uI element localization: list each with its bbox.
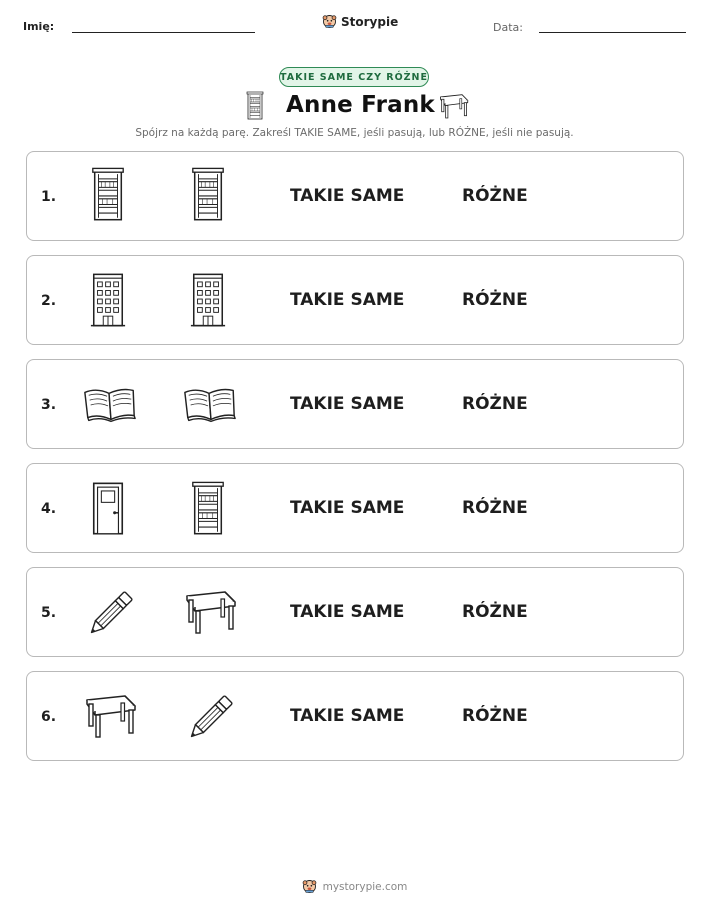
option-same[interactable]: TAKIE SAME — [290, 602, 405, 622]
building-icon — [189, 270, 227, 330]
pencil-icon — [182, 690, 238, 746]
name-label: Imię: — [23, 20, 55, 33]
date-label: Data: — [493, 21, 523, 34]
exercise-row-4 — [26, 463, 684, 553]
worksheet-type-badge: TAKIE SAME CZY RÓŻNE — [279, 67, 429, 87]
exercise-row-6 — [26, 671, 684, 761]
option-same[interactable]: TAKIE SAME — [290, 498, 405, 518]
option-different[interactable]: RÓŻNE — [462, 706, 528, 726]
table-icon — [79, 690, 139, 740]
brand-logo — [322, 14, 398, 29]
book-icon — [181, 384, 239, 424]
name-field[interactable] — [72, 32, 255, 33]
exercise-row-1 — [26, 151, 684, 241]
row-number: 4. — [41, 501, 57, 517]
option-same[interactable]: TAKIE SAME — [290, 290, 405, 310]
building-icon — [89, 270, 127, 330]
page-title: Anne Frank — [286, 92, 435, 118]
bookshelf-icon — [89, 166, 127, 224]
row-number: 6. — [41, 709, 57, 725]
option-same[interactable]: TAKIE SAME — [290, 706, 405, 726]
exercise-row-2 — [26, 255, 684, 345]
brand-name: Storypie — [341, 14, 399, 29]
footer-url[interactable]: mystorypie.com — [322, 880, 408, 893]
door-icon — [89, 480, 127, 538]
footer — [0, 879, 709, 894]
date-field[interactable] — [539, 32, 686, 33]
row-number: 1. — [41, 189, 57, 205]
bookshelf-icon — [244, 91, 266, 121]
option-same[interactable]: TAKIE SAME — [290, 186, 405, 206]
exercise-row-5 — [26, 567, 684, 657]
row-number: 5. — [41, 605, 57, 621]
bookshelf-icon — [189, 480, 227, 538]
instructions: Spójrz na każdą parę. Zakreśl TAKIE SAME, jeśli pasują, lub RÓŻNE, jeśli nie pasują. — [135, 127, 574, 139]
exercise-row-3 — [26, 359, 684, 449]
option-different[interactable]: RÓŻNE — [462, 290, 528, 310]
table-icon — [436, 91, 470, 120]
row-number: 3. — [41, 397, 57, 413]
option-different[interactable]: RÓŻNE — [462, 602, 528, 622]
row-number: 2. — [41, 293, 57, 309]
option-different[interactable]: RÓŻNE — [462, 498, 528, 518]
bookshelf-icon — [189, 166, 227, 224]
option-different[interactable]: RÓŻNE — [462, 394, 528, 414]
pencil-icon — [82, 586, 138, 642]
option-different[interactable]: RÓŻNE — [462, 186, 528, 206]
option-same[interactable]: TAKIE SAME — [290, 394, 405, 414]
table-icon — [179, 586, 239, 636]
storypie-logo-icon — [322, 14, 337, 29]
storypie-logo-icon — [302, 879, 317, 894]
book-icon — [81, 384, 139, 424]
